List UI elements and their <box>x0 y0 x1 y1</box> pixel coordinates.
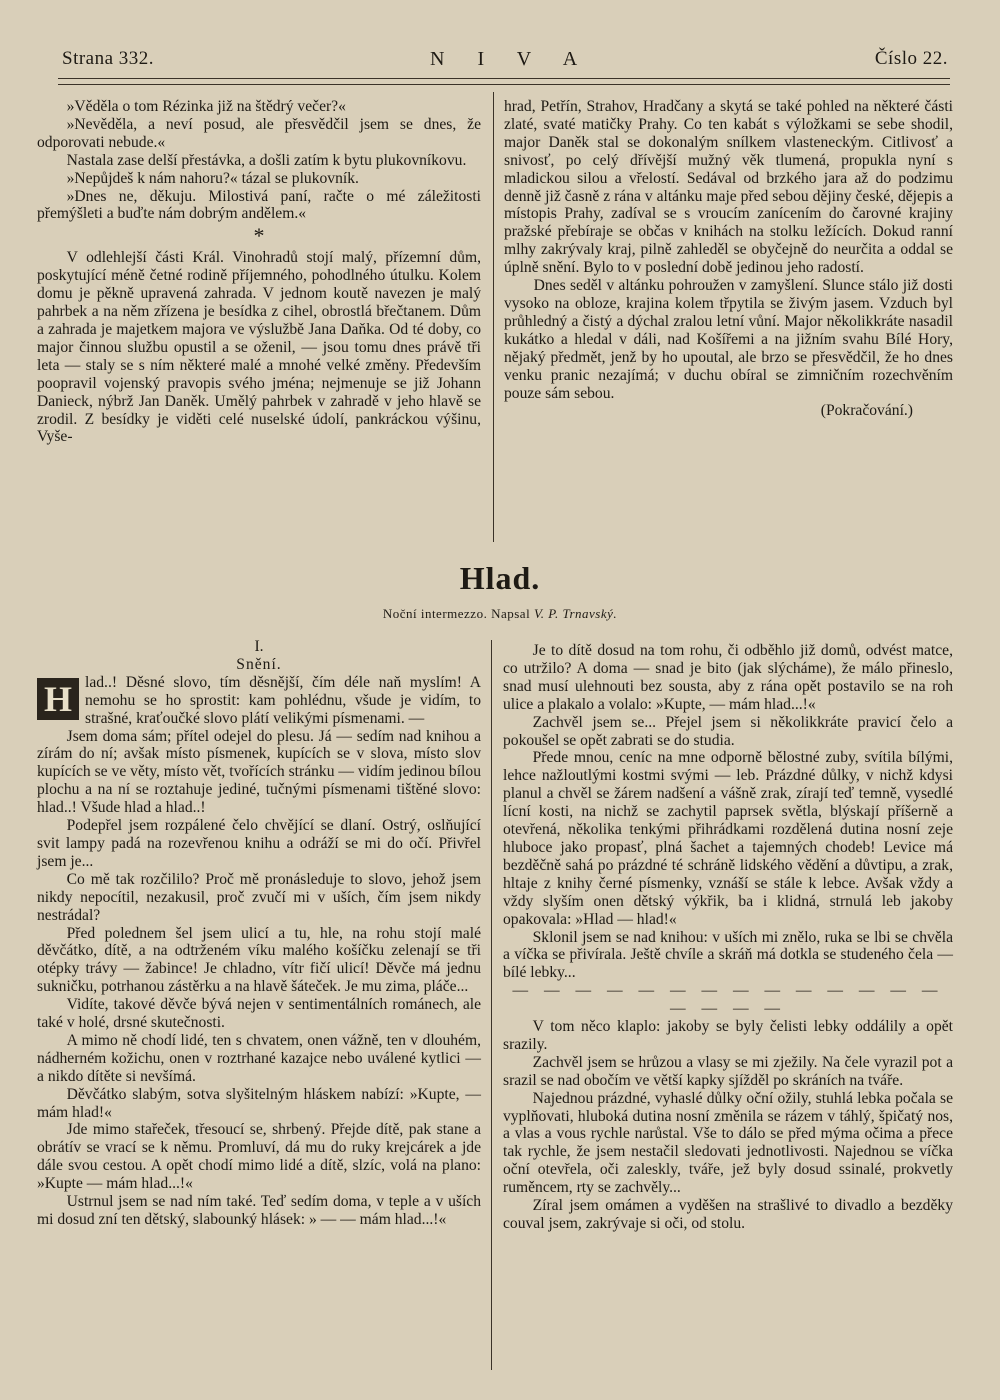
top-right-column <box>504 98 953 420</box>
column-divider-bottom <box>491 640 492 1370</box>
paragraph <box>503 714 953 750</box>
paragraph-text: Sklonil jsem se nad knihou: v uších mi znělo, ruka se lbi se chvěla a víčka se přivírala. Ještě chvíle a skráň má dotkla se studeného čela — bílé lebky... <box>503 928 953 982</box>
paragraph-text: V odlehlejší části Král. Vinohradů stojí malý, přízemní dům, poskytující méně četné rodině příjemného, pohodlného útulku. Kolem domu je pěkně upravená zahrada. V jednom koutě navezen je malý pahrbek a na něm zřízena je besídka z cihel, obrostlá břečtanem. Dům a zahrada je majetkem majora ve výslužbě Jana Daňka. Od té doby, co major činnou službu opustil a se oženil, — jsou tomu dnes právě tři leta — staly se s ním některé malé a mnohé velké změny. Především poopravil vojenský pravopis svého jména; nejmenuje se již Johann Danieck, nýbrž Jan Daněk. Umělý pahrbek v zahradě v jeho hlavě se zrodil. Z besídky je viděti celé nuselské údolí, pankráckou výšinu, Vyše- <box>37 249 481 446</box>
issue-number: Číslo 22. <box>874 48 948 69</box>
paragraph <box>504 277 953 402</box>
paragraph-text: Zachvěl jsem se hrůzou a vlasy se mi zježily. Na čele vyrazil pot a srazil se nad obočím ve větší kapky sjížděl po skráních na tváře. <box>503 1053 953 1089</box>
paragraph <box>37 152 481 170</box>
paragraph-text: A mimo ně chodí lidé, ten s chvatem, onen vážně, ten v dlouhém, nádherném kožichu, onen v roztrhané kazajce nebo uválené kytlici — a nikdo dítěte si nevšímá. <box>37 1031 481 1085</box>
article-subtitle <box>0 606 1000 622</box>
paragraph <box>503 1197 953 1233</box>
paragraph-text: * <box>253 223 265 249</box>
paragraph-text: — — — — — — — — — — — — — — — — — — <box>512 982 944 1018</box>
paragraph <box>504 402 953 420</box>
paragraph-text: Co mě tak rozčililo? Proč mě pronásleduje to slovo, jehož jsem nikdy nepocítil, nezakusil, proč zvučí mi v uších, čím jsem nikdy nestrádal? <box>37 870 481 924</box>
journal-title: N I V A <box>430 48 592 70</box>
paragraph <box>37 249 481 446</box>
paragraph-text: Podepřel jsem rozpálené čelo chvějící se dlaní. Ostrý, oslňující svit lampy padá na rozevřenou knihu a odráží se mi do očí. Přivřel jsem je... <box>37 817 481 870</box>
paragraph-text: Je to dítě dosud na tom rohu, či odběhlo již domů, odvést matce, co utržilo? A doma — snad je bito (jak slýcháme), že málo přineslo, snad musí ulehnouti bez sousta, aby z rána opět postavilo se na roh ulice a plakalo a volalo: »Kupte, — mám hlad...!« <box>503 642 953 713</box>
paragraph <box>503 1018 953 1054</box>
paragraph <box>504 98 953 277</box>
paragraph <box>37 674 481 728</box>
header-rule-2 <box>58 84 950 85</box>
bottom-right-column <box>503 642 953 1233</box>
paragraph-text: Vidíte, takové děvče bývá nejen v sentimentálních románech, ale také v holé, drsné skutečnosti. <box>37 996 481 1032</box>
paragraph-text: Zachvěl jsem se... Přejel jsem si několikkráte pravicí čelo a pokoušel se opět zabrati se do studia. <box>503 713 953 749</box>
section-separator <box>37 223 481 249</box>
top-left-column <box>37 98 481 446</box>
paragraph-text: Jsem doma sám; přítel odejel do plesu. Já — sedím nad knihou a zírám do ní; avšak místo písmenek, kupících se v slova, místo slov kupících se ve věty, místo vět, tvořících stránku — vidím jedinou bílou plochu a na ní se roztahuje jediné, tučnými písmenami tištěné slovo: hlad..! Všude hlad a hlad..! <box>37 727 481 817</box>
section-title: Snění. <box>236 655 282 673</box>
paragraph-text: (Pokračování.) <box>820 402 913 420</box>
paragraph-text: lad..! Děsné slovo, tím děsnější, čím déle naň myslím! A nemohu se ho sprostit: kam pohlédnu, všude je vidím, to strašné, kraťoučké slovo plátí velikými písmenami. — <box>85 673 481 727</box>
paragraph-text: Zíral jsem omámen a vyděšen na strašlivé to divadlo a bezděky couval jsem, zakrývaje si oči, od stolu. <box>503 1197 953 1232</box>
paragraph <box>37 1121 481 1193</box>
paragraph <box>37 1032 481 1086</box>
bottom-left-column <box>37 638 481 1229</box>
header-rule <box>58 78 950 79</box>
paragraph-text: Ustrnul jsem se nad ním také. Teď sedím doma, v teple a v uších mi dosud zní ten dětský, slabounký hlásek: » — — mám hlad...!« <box>37 1193 481 1228</box>
paragraph <box>503 749 953 928</box>
column-divider-top <box>493 92 494 542</box>
paragraph-text: Přede mnou, ceníc na mne odporně bělostné zuby, svítila bílými, lehce nažloutlými kostmi svými — leb. Prázdné důlky, v nichž kdysi planul a chvěl se žárem nadšení a vášně zrak, zírají teď temně, vysedlé lícní kosti, na nichž se zachytil paprsek světla, blýskají příšerně a otevřená, několika tenkými přihrádkami rozdělená dutina nosní zeje hluboce jako propasť, plná šachet a tajemných chodeb! Levice má bezděčně sahá po prázdné té schráně lidského vědění a důvtipu, a zrak, hltaje z knihy černé písmenky, vznáší se stále k lebce. Avšak vždy a vždy slyším onen dětský výkřik, ba i klidná, strnulá leb jakoby opakovala: »Hlad — hlad!« <box>503 749 953 928</box>
paragraph <box>37 817 481 871</box>
paragraph <box>503 642 953 714</box>
paragraph <box>503 982 953 1018</box>
paragraph <box>37 996 481 1032</box>
paragraph <box>37 170 481 188</box>
paragraph-text: Dnes seděl v altánku pohroužen v zamyšlení. Slunce stálo již dosti vysoko na obloze, krajina kolem třpytila se živým jasem. Vzduch byl průhledný a čistý a dýchal zralou letní vůní. Major několikkráte nasadil kukátko a hledal v dáli, nad Košířemi a na jižním svahu Bílé Hory, nějaký předmět, jenž by ho upoutal, ale brzo se přesvědčil, že ho dnes venku pranic nezajímá; v duchu obíral se zimničním rozechvěním pouze sám sebou. <box>504 277 953 402</box>
paragraph-text: »Nevěděla, a neví posud, ale přesvědčil jsem se dnes, že odporovati nebude.« <box>37 115 481 151</box>
paragraph <box>503 1090 953 1197</box>
paragraph-text: »Nepůjdeš k nám nahoru?« tázal se plukovník. <box>66 169 359 187</box>
paragraph-text: V tom něco klaplo: jakoby se byly čelisti lebky oddálily a opět srazily. <box>503 1018 953 1053</box>
paragraph <box>37 98 481 116</box>
paragraph-text: Děvčátko slabým, sotva slyšitelným hláskem nabízí: »Kupte, — mám hlad!« <box>37 1085 481 1121</box>
paragraph <box>37 116 481 152</box>
paragraph-text: Nastala zase delší přestávka, a došli zatím k bytu plukovníkovu. <box>66 151 467 169</box>
paragraph <box>37 925 481 997</box>
section-number: I. <box>254 638 264 655</box>
paragraph <box>503 929 953 983</box>
paragraph-text: Před polednem šel jsem ulicí a tu, hle, na rohu stojí malé děvčátko, dítě, a na odtrženém víku malého košíčku zelenají se tři otépky trávy — žabince! Je chladno, vítr fičí ulicí! Děvče má jednu sukničku, potrhanou zástěrku a na hlavě šáteček. Je mu zima, pláče... <box>37 924 481 996</box>
paragraph <box>37 188 481 224</box>
paragraph <box>503 1054 953 1090</box>
drop-cap: H <box>37 678 79 720</box>
paragraph-text: »Věděla o tom Rézinka již na štědrý večer?« <box>66 98 346 115</box>
paragraph-text: Jde mimo stařeček, třesoucí se, shrbený. Přejde dítě, pak stane a obrátív se vrací se k němu. Promluví, dá mu do ruky krejcárek a jde dále svou cestou. A opět chodí mimo lidé a dítě, slzíc, volá na plano: »Kupte — mám hlad...!« <box>37 1121 481 1193</box>
paragraph <box>37 728 481 818</box>
paragraph <box>37 1086 481 1122</box>
author: V. P. Trnavský. <box>533 606 618 621</box>
page-number: Strana 332. <box>62 48 155 69</box>
paragraph <box>37 1193 481 1229</box>
article-title: Hlad. <box>459 560 541 596</box>
paragraph-text: »Dnes ne, děkuju. Milostivá paní, račte o mé záležitosti přemýšleti a buďte nám dobrým andělem.« <box>37 187 481 223</box>
subtitle-prefix: Noční intermezzo. Napsal <box>382 606 531 621</box>
paragraph-text: Najednou prázdné, vyhaslé důlky oční ožily, stuhlá lebka počala se vyplňovati, hluboká dutina nosní změnila se rázem v táhlý, špičatý nos, a vlas a vous rychle narůstal. Vše to dálo se před mýma očima a přece tak rychle, že jsem nestačil sledovati jednotlivosti. Najednou se víčka oční otevřela, oči zaleskly, tváře, jež byly dosud ssinalé, prokvetly ruměncem, rty se zachvěly... <box>503 1089 953 1197</box>
paragraph <box>37 871 481 925</box>
paragraph-text: hrad, Petřín, Strahov, Hradčany a skytá se také pohled na některé části zlaté, svaté matičky Prahy. Co ten kabát s výložkami se sebe shodil, major Daněk stal se dokonalým snílkem vlasteneckým. Citlivosť a snivosť, po celý dřívější mužný věk tlumená, propukla nyní s mladickou silou a vřelostí. Sedával od brzkého jara až do podzimu denně již časně z rána v altánku maje před sebou dějiny české, dějepis a místopis Prahy, zadíval se s vroucím zanícením do čarovné krajiny pražské přebíraje se občas v knihách na stolku ležících. Dokud ranní mlhy zakrývaly kraj, pilně zahleděl se obyčejně do neurčita a oddal se úplně snění. Bylo to v poslední době jedinou jeho radostí. <box>504 98 953 277</box>
